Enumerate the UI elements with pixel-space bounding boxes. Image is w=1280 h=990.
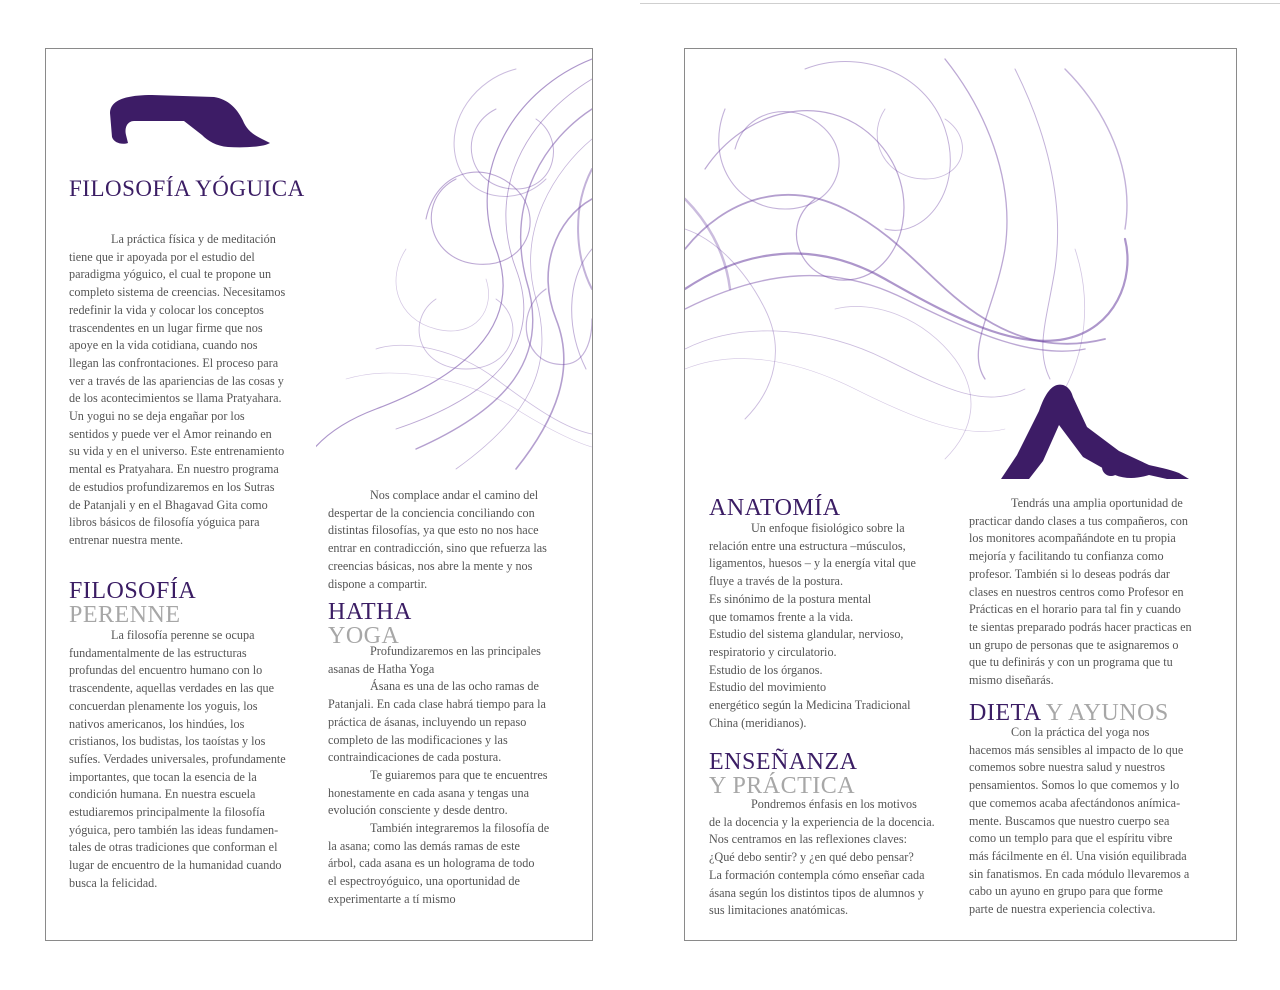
paragraph-oportunidad xyxy=(969,495,1231,690)
paragraph-text: Tendrás una amplia oportunidad de practicar dando clases a tus compañeros, con los monitores acompañándote en tu propia mejoría y facilitando tu confianza como profesor. También si lo deseas podrás dar clases en nuestros centros como Profesor en Prácticas en el horario para tal fin y cuando te sientas preparado podrás hacer practicas en un grupo de personas que te asignaremos o que tu definirás y con un programa que tu mismo diseñarás. xyxy=(969,496,1192,688)
paragraph-ensenanza xyxy=(709,796,969,920)
yoga-wheel-pose-silhouette-icon xyxy=(104,91,272,151)
paragraph-anatomia xyxy=(709,520,959,732)
title-ensenanza: ENSEÑANZA xyxy=(709,749,858,775)
paragraph-text: Nos complace andar el camino del despertar de la conciencia conciliando con distintas filosofías, ya que esto no nos hace entrar en contradicción, sino que refuerza las creencias básicas, nos abre la mente y nos dispone a compartir. xyxy=(328,488,547,591)
paragraph-hatha-3 xyxy=(328,767,580,820)
paragraph-nos-complace xyxy=(328,487,578,593)
paragraph-text: También integraremos la filosofía de la asana; como las demás ramas de este árbol, cada asana es un holograma de todo el espectroyóguico, una oportunidad de experimentarte a tí mismo xyxy=(328,821,550,906)
yoga-downward-dog-silhouette-icon xyxy=(999,381,1191,483)
title-dieta-y-ayunos xyxy=(969,701,1231,725)
subtitle-yoga: YOGA xyxy=(328,623,400,649)
paragraph-text: Profundizaremos en las principales asanas de Hatha Yoga xyxy=(328,644,541,676)
paragraph-text: Pondremos énfasis en los motivos de la docencia y la experiencia de la docencia. Nos centramos en las reflexiones claves: ¿Qué debo sentir? y ¿en qué debo pensar? La formación contempla cómo enseñar cada ásana según los distintos tipos de alumnos y sus limitaciones anatómicas. xyxy=(709,797,935,918)
paragraph-text: La filosofía perenne se ocupa fundamentalmente de las estructuras profundas del encuentro humano con lo trascendente, aquellas verdades en las que concuerdan plenamente los yoguis, los nativos americanos, los hindúes, los cristianos, los budistas, los taoístas y los sufíes. Verdades universales, profundamente importantes, que tocan la esencia de la condición humana. En nuestra escuela estudiaremos principalmente la filosofía yóguica, pero también las ideas fundamen- tales de otras tradiciones que conforman el lugar de encuentro de la humanidad cuando busca la felicidad. xyxy=(69,628,286,890)
right-page xyxy=(684,48,1237,941)
subtitle-y-practica: Y PRÁCTICA xyxy=(709,773,856,799)
title-filosofia-perenne: FILOSOFÍA xyxy=(69,578,197,604)
paragraph-text: La práctica física y de meditación tiene que ir apoyada por el estudio del paradigma yóguico, el cual te propone un completo sistema de creencias. Necesitamos redefinir la vida y colocar los conceptos trascendentes en un lugar firme que nos apoye en la vida cotidiana, cuando nos llegan las confrontaciones. El proceso para ver a través de las apariencias de las cosas y de los acontecimientos se llama Pratyahara. Un yogui no se deja engañar por los sentidos y puede ver el Amor reinando en su vida y en el universo. Este entrenamiento mental es Pratyahara. En nuestro programa de estudios profundizaremos en los Sutras de Patanjali y en el Bhagavad Gita como libros básicos de filosofía yóguica para entrenar nuestra mente. xyxy=(69,232,286,547)
subtitle-y-ayunos: Y AYUNOS xyxy=(1045,700,1169,726)
paragraph-text: Con la práctica del yoga nos hacemos más sensibles al impacto de lo que comemos sobre nuestra salud y nuestros pensamientos. Somos lo que comemos y lo que comemos acaba afectándonos anímica- mente. Buscamos que nuestro cuerpo sea como un templo para que el espíritu vibre más fácilmente en él. Una visión equilibrada sin fanatismos. En cada módulo llevaremos a cabo un ayuno en grupo para que forme parte de nuestra experiencia colectiva. xyxy=(969,725,1190,917)
paragraph-text: Ásana es una de las ocho ramas de Patanjali. En cada clase habrá tiempo para la práctica de ásanas, incluyendo un repaso completo de las modificaciones y las contraindicaciones de cada postura. xyxy=(328,679,546,765)
title-anatomia: ANATOMÍA xyxy=(709,495,841,521)
page-top-line xyxy=(640,3,1280,4)
left-page xyxy=(45,48,593,941)
paragraph-dieta xyxy=(969,724,1231,919)
title-hatha: HATHA xyxy=(328,599,412,625)
paragraph-hatha-2 xyxy=(328,678,580,767)
paragraph-text: Te guiaremos para que te encuentres honestamente en cada asana y tengas una evolución consciente y desde dentro. xyxy=(328,767,548,818)
paragraph-text: Un enfoque fisiológico sobre la relación entre una estructura –músculos, ligamentos, huesos – y la energía vital que fluye a través de la postura. Es sinónimo de la postura mental que tomamos frente a la vida. Estudio del sistema glandular, nervioso, respiratorio y circulatorio. Estudio de los órganos. Estudio del movimiento energético según la Medicina Tradicional China (meridianos). xyxy=(709,521,916,730)
subtitle-perenne: PERENNE xyxy=(69,602,181,628)
paragraph-filosofia-yoguica xyxy=(69,231,319,550)
title-dieta: DIETA xyxy=(969,700,1041,726)
paragraph-hatha-4 xyxy=(328,820,580,909)
title-filosofia-yoguica: FILOSOFÍA YÓGUICA xyxy=(69,176,305,201)
paragraph-filosofia-perenne xyxy=(69,627,319,893)
swirl-art-left xyxy=(316,49,592,489)
paragraph-hatha-1 xyxy=(328,643,580,678)
